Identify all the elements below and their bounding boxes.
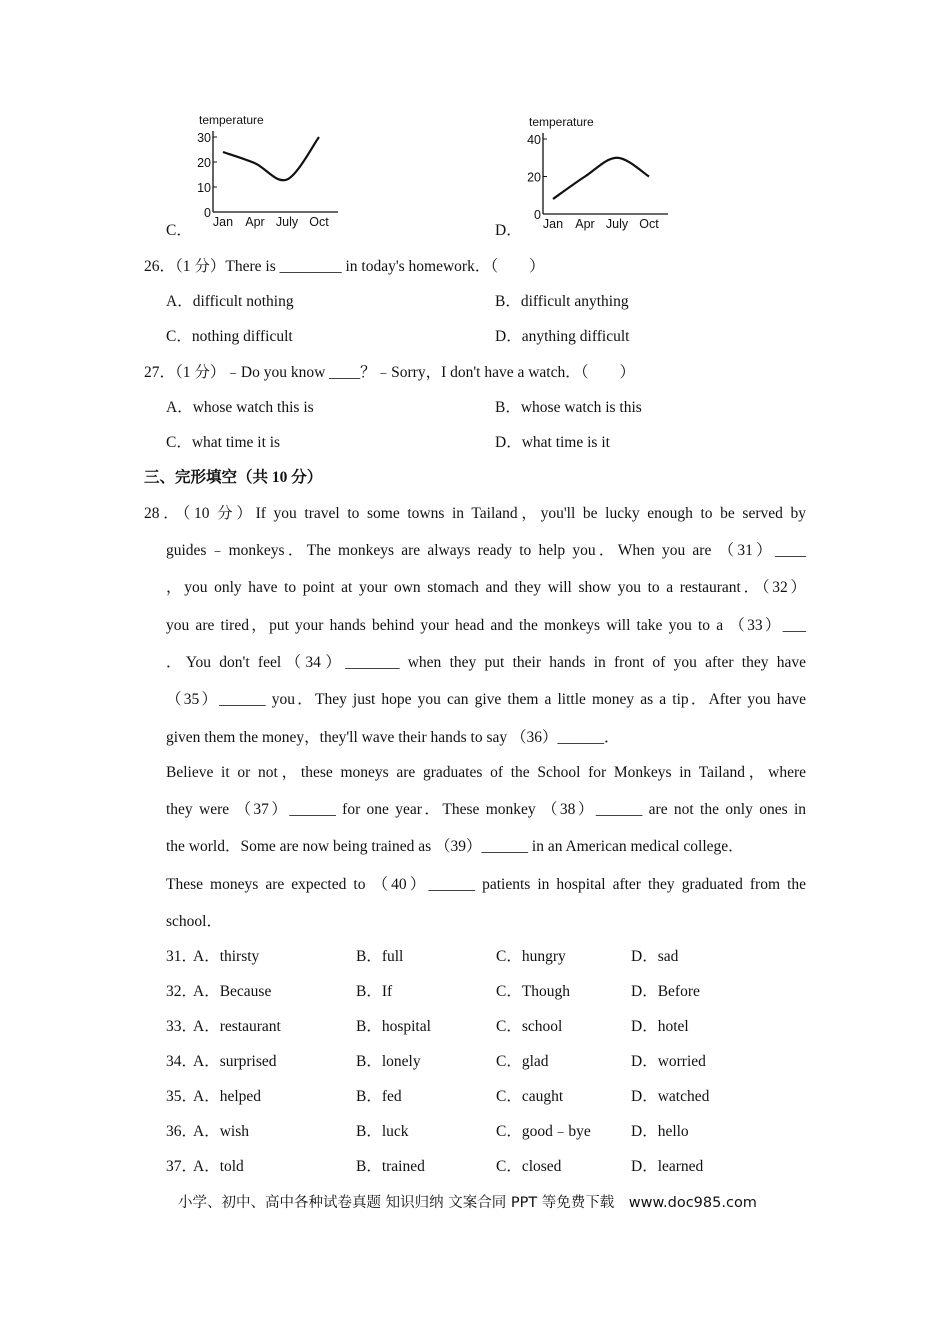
cloze-option-b: B．hospital: [356, 1018, 431, 1035]
q28-line-8: Believe it or not，these moneys are graduates of the School for Monkeys in Tailand，where: [166, 764, 806, 781]
q28-line-5: ．You don't feel（34）_______ when they put their hands in front of you after they have: [166, 654, 806, 671]
cloze-option-a: A．told: [193, 1158, 244, 1175]
x-tick-label: Apr: [575, 217, 595, 231]
x-tick-label: Oct: [639, 217, 659, 231]
y-tick-label: 0: [204, 206, 211, 220]
q28-line-2: guides﹣monkeys．The monkeys are always ready to help you．When you are （31）____: [166, 542, 806, 559]
cloze-option-c: C．Though: [496, 983, 571, 1000]
q27-option-c: C．what time it is: [166, 434, 281, 451]
q28-line-9: they were （37）______ for one year．These monkey （38）______ are not the only ones in: [166, 801, 806, 818]
x-tick-label: July: [605, 217, 629, 231]
cloze-option-b: B．If: [356, 983, 393, 1000]
y-tick-label: 10: [197, 181, 211, 195]
cloze-option-c: C．good﹣bye: [496, 1123, 591, 1140]
x-tick-label: Jan: [542, 217, 564, 231]
cloze-option-c: C．closed: [496, 1158, 562, 1175]
q26-option-c: C．nothing difficult: [166, 328, 293, 345]
cloze-option-a: A．thirsty: [193, 948, 260, 965]
cloze-option-c: C．caught: [496, 1088, 564, 1105]
q28-line-10: the world．Some are now being trained as （39）______ in an American medical college．: [166, 838, 744, 855]
q26-stem: 26．（1 分）There is ________ in today's homework．（ ）: [144, 258, 545, 275]
q26-option-b: B．difficult anything: [495, 293, 629, 310]
y-tick-label: 30: [197, 131, 211, 145]
q28-line-4: you are tired，put your hands behind your head and the monkeys will take you to a （33）___: [166, 617, 806, 634]
q28-line-7: given them the money，they'll wave their hands to say （36）______．: [166, 729, 620, 746]
chart-title: temperature: [199, 113, 264, 127]
q27-option-d: D．what time is it: [495, 434, 610, 451]
chart-title: temperature: [529, 115, 594, 129]
cloze-option-d: D．sad: [631, 948, 679, 965]
option-c-label: C．: [166, 222, 192, 239]
cloze-option-b: B．full: [356, 948, 404, 965]
cloze-option-d: D．learned: [631, 1158, 704, 1175]
cloze-option-d: D．hotel: [631, 1018, 689, 1035]
cloze-option-a: A．wish: [193, 1123, 249, 1140]
series-line: [553, 158, 649, 199]
cloze-option-d: D．hello: [631, 1123, 689, 1140]
cloze-option-b: B．luck: [356, 1123, 409, 1140]
x-tick-label: Jan: [212, 215, 234, 229]
y-tick-label: 20: [527, 170, 541, 185]
q28-line-1: 28．（10 分）If you travel to some towns in Tailand，you'll be lucky enough to be served by: [144, 505, 806, 522]
q27-option-b: B．whose watch is this: [495, 399, 642, 416]
cloze-number: 32．: [166, 983, 198, 1000]
x-tick-label: Oct: [309, 215, 329, 229]
cloze-option-c: C．glad: [496, 1053, 549, 1070]
y-tick-label: 20: [197, 156, 211, 170]
cloze-option-c: C．school: [496, 1018, 563, 1035]
q27-stem: 27．（1 分）﹣Do you know ____？﹣Sorry，I don't have a watch．（ ）: [144, 364, 635, 381]
cloze-option-c: C．hungry: [496, 948, 566, 965]
cloze-option-b: B．lonely: [356, 1053, 421, 1070]
cloze-number: 35．: [166, 1088, 198, 1105]
series-line: [223, 137, 319, 180]
x-tick-label: July: [275, 215, 299, 229]
cloze-number: 37．: [166, 1158, 198, 1175]
q28-line-6: （35）______ you．They just hope you can give them a little money as a tip．After you have: [166, 691, 806, 708]
chart-c: [185, 110, 355, 235]
cloze-option-b: B．trained: [356, 1158, 425, 1175]
x-tick-label: Apr: [245, 215, 265, 229]
q26-option-d: D．anything difficult: [495, 328, 630, 345]
y-tick-label: 0: [534, 208, 541, 222]
footer-text: 小学、初中、高中各种试卷真题 知识归纳 文案合同 PPT 等免费下载 www.doc985.com: [178, 1195, 757, 1211]
q27-option-a: A．whose watch this is: [166, 399, 314, 416]
cloze-number: 33．: [166, 1018, 198, 1035]
cloze-number: 36．: [166, 1123, 198, 1140]
cloze-option-a: A．restaurant: [193, 1018, 281, 1035]
cloze-option-d: D．watched: [631, 1088, 710, 1105]
cloze-option-d: D．Before: [631, 983, 700, 1000]
q28-line-3: ，you only have to point at your own stomach and they will show you to a restaurant．（32）: [166, 579, 806, 596]
cloze-option-a: A．helped: [193, 1088, 262, 1105]
cloze-option-b: B．fed: [356, 1088, 402, 1105]
section-heading: 三、完形填空（共 10 分）: [144, 469, 323, 486]
q26-option-a: A．difficult nothing: [166, 293, 294, 310]
cloze-option-a: A．surprised: [193, 1053, 277, 1070]
chart-d: [515, 112, 685, 237]
cloze-number: 34．: [166, 1053, 198, 1070]
q28-line-11: These moneys are expected to （40）______ patients in hospital after they graduated from the: [166, 876, 806, 893]
q28-line-12: school．: [166, 913, 222, 930]
cloze-option-a: A．Because: [193, 983, 272, 1000]
y-tick-label: 40: [527, 133, 541, 147]
cloze-option-d: D．worried: [631, 1053, 706, 1070]
option-d-label: D．: [495, 222, 522, 239]
cloze-number: 31．: [166, 948, 198, 965]
